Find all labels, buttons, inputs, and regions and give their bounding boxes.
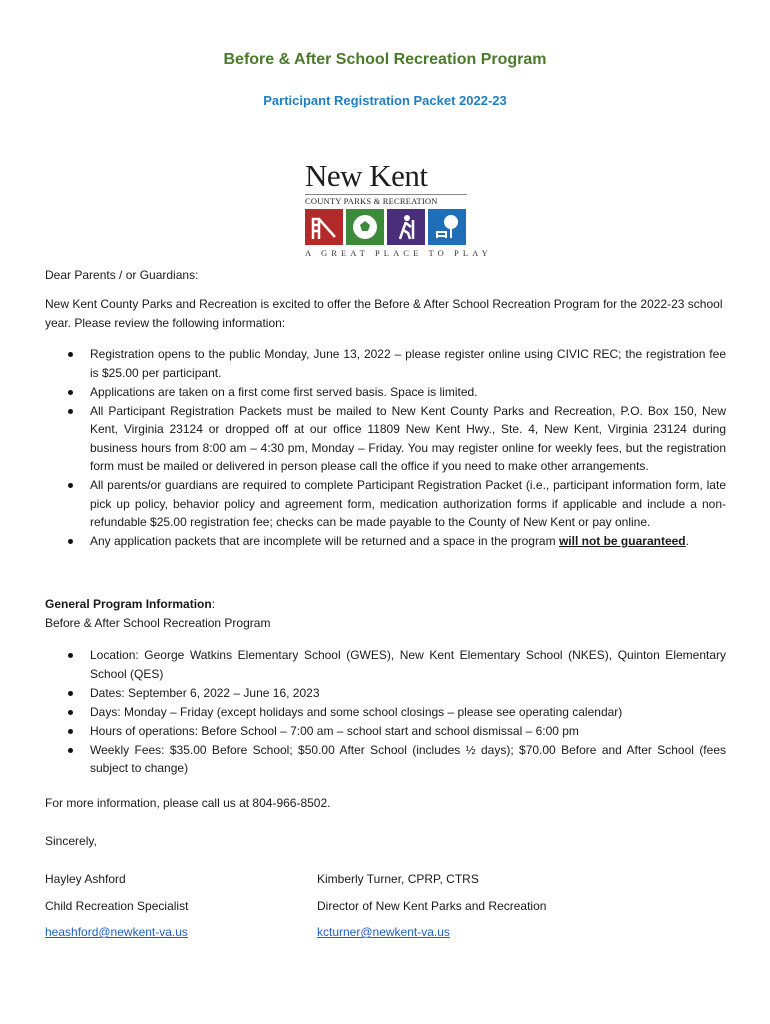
list-item: Dates: September 6, 2022 – June 16, 2023	[90, 684, 726, 703]
contact-phone-line: For more information, please call us at 804-966-8502.	[45, 796, 331, 810]
signer-1-email-link[interactable]: heashford@newkent-va.us	[45, 925, 188, 939]
sign-off: Sincerely,	[45, 834, 97, 848]
program-info-heading-text: General Program Information	[45, 597, 212, 611]
list-item: Weekly Fees: $35.00 Before School; $50.00 After School (includes ½ days); $70.00 Before and After School (fees subject to change)	[90, 741, 726, 778]
list-item: All Participant Registration Packets must be mailed to New Kent County Parks and Recreation, P.O. Box 150, New Kent, Virginia 23124 or dropped off at our office 11809 New Kent Hwy., Ste. 4, New Kent, Virginia 23124 during business hours from 8:00 am – 4:30 pm, Monday – Friday. You may register online for weekly fees, but the registration form must be mailed or delivered in person please call the office if you need to make other arrangements.	[90, 402, 726, 476]
signer-2-email-link[interactable]: kcturner@newkent-va.us	[317, 925, 450, 939]
signer-2-title: Director of New Kent Parks and Recreation	[317, 899, 547, 913]
last-bullet-prefix: Any application packets that are incomplete will be returned and a space in the program	[90, 534, 559, 548]
program-info-heading	[45, 597, 215, 611]
logo-tiles	[305, 209, 467, 245]
list-item	[90, 532, 726, 551]
registration-info-list	[90, 345, 726, 551]
logo-name: New Kent	[305, 158, 428, 193]
list-item: Applications are taken on a first come first served basis. Space is limited.	[90, 383, 726, 402]
guarantee-emphasis: will not be guaranteed	[558, 534, 686, 548]
list-item: Hours of operations: Before School – 7:00 am – school start and school dismissal – 6:00 pm	[90, 722, 726, 741]
list-item: Location: George Watkins Elementary School (GWES), New Kent Elementary School (NKES), Quinton Elementary School (QES)	[90, 646, 726, 683]
park-bench-tree-icon	[428, 209, 466, 245]
program-info-heading-colon: :	[211, 597, 216, 611]
letter-greeting: Dear Parents / or Guardians:	[45, 268, 199, 282]
last-bullet-suffix: .	[685, 534, 689, 548]
soccer-ball-icon	[346, 209, 384, 245]
program-info-subheading: Before & After School Recreation Program	[45, 616, 271, 630]
slide-icon	[305, 209, 343, 245]
list-item: All parents/or guardians are required to complete Participant Registration Packet (i.e., participant information form, late pick up policy, behavior policy and agreement form, medication authorization forms if applicable and include a non-refundable $25.00 registration fee; checks can be made payable to the County of New Kent or pay online.	[90, 476, 726, 532]
logo-tagline: A GREAT PLACE TO PLAY	[305, 248, 492, 258]
list-item: Registration opens to the public Monday, June 13, 2022 – please register online using CIVIC REC; the registration fee is $25.00 per participant.	[90, 345, 726, 382]
hiker-icon	[387, 209, 425, 245]
letter-intro: New Kent County Parks and Recreation is excited to offer the Before & After School Recreation Program for the 2022-23 school year. Please review the following information:	[45, 297, 723, 330]
program-info-list	[90, 646, 726, 778]
logo-subtitle: COUNTY PARKS & RECREATION	[305, 194, 467, 206]
signer-2-name: Kimberly Turner, CPRP, CTRS	[317, 872, 479, 886]
signer-1-name: Hayley Ashford	[45, 872, 126, 886]
new-kent-logo	[305, 158, 492, 258]
document-subtitle: Participant Registration Packet 2022-23	[263, 93, 507, 108]
document-title: Before & After School Recreation Program	[223, 51, 547, 68]
list-item: Days: Monday – Friday (except holidays and some school closings – please see operating calendar)	[90, 703, 726, 722]
signer-1-title: Child Recreation Specialist	[45, 899, 189, 913]
